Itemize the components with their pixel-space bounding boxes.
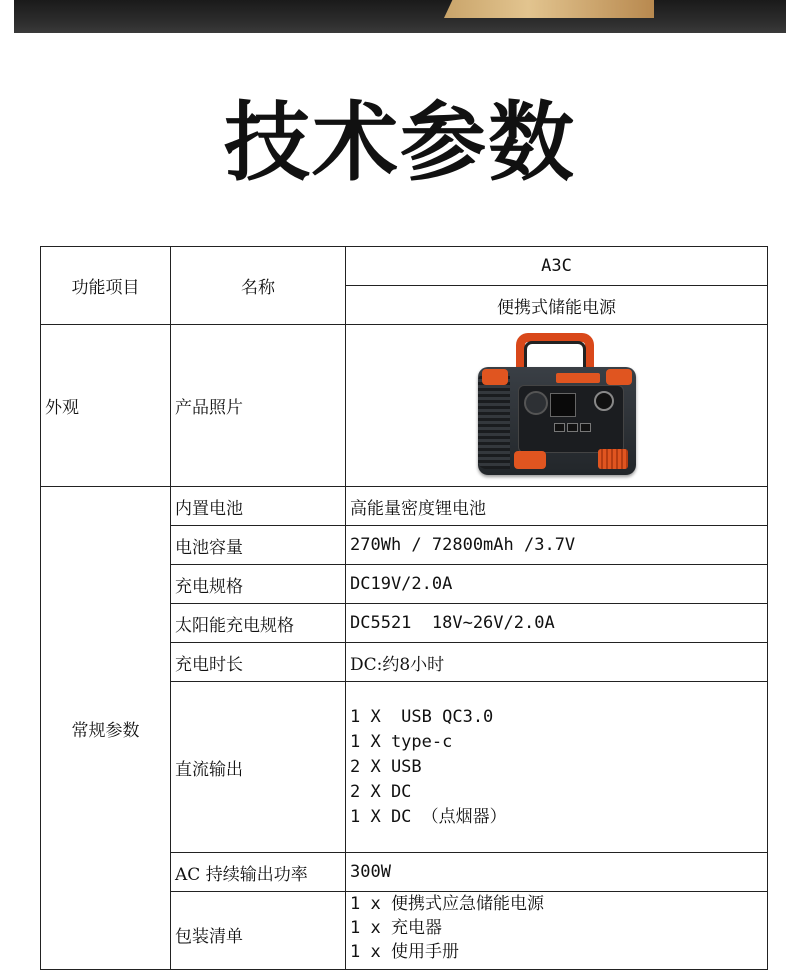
row-label: 电池容量 <box>171 526 346 565</box>
dc-output-line: 1 X DC （点烟器） <box>350 806 507 827</box>
package-line: 1 x 使用手册 <box>350 942 459 962</box>
top-banner-image <box>14 0 786 33</box>
header-name-col: 名称 <box>171 247 346 325</box>
dc-output-list <box>346 682 768 853</box>
header-model: A3C <box>346 247 768 286</box>
category-general: 常规参数 <box>41 487 171 970</box>
row-label: 内置电池 <box>171 487 346 526</box>
product-photo-cell <box>346 325 768 487</box>
row-value: DC:约8小时 <box>346 643 768 682</box>
row-value: DC5521 18V~26V/2.0A <box>346 604 768 643</box>
spec-table <box>40 246 768 970</box>
item-product-photo: 产品照片 <box>171 325 346 487</box>
row-value: DC19V/2.0A <box>346 565 768 604</box>
dc-output-line: 1 X type-c <box>350 731 453 752</box>
row-value: 270Wh / 72800mAh /3.7V <box>346 526 768 565</box>
package-label: 包装清单 <box>171 892 346 970</box>
portable-power-station-icon <box>474 331 640 481</box>
dc-output-line: 2 X USB <box>350 756 422 777</box>
package-line: 1 x 便携式应急储能电源 <box>350 894 544 914</box>
package-line: 1 x 充电器 <box>350 918 442 938</box>
package-list <box>346 892 768 970</box>
row-label: 充电时长 <box>171 643 346 682</box>
dc-output-label: 直流输出 <box>171 682 346 853</box>
dc-output-line: 2 X DC <box>350 781 412 802</box>
row-label: 太阳能充电规格 <box>171 604 346 643</box>
ac-output-value: 300W <box>346 853 768 892</box>
page-title: 技术参数 <box>224 93 576 193</box>
row-label: 充电规格 <box>171 565 346 604</box>
category-appearance: 外观 <box>41 325 171 487</box>
dc-output-line: 1 X USB QC3.0 <box>350 706 494 727</box>
wood-surface <box>444 0 654 18</box>
ac-output-label: AC 持续输出功率 <box>171 853 346 892</box>
row-value: 高能量密度锂电池 <box>346 487 768 526</box>
header-product-type: 便携式储能电源 <box>346 286 768 325</box>
header-feature-col: 功能项目 <box>41 247 171 325</box>
